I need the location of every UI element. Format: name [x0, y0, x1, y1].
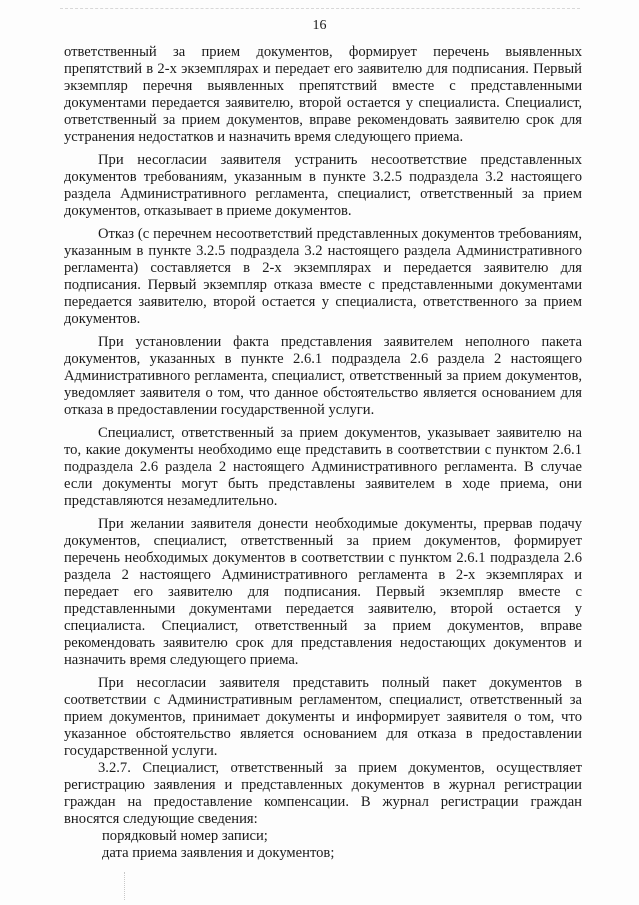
- paragraph: При желании заявителя донести необходимые документы, прервав подачу документов, специалист, ответственный за прием документов, формирует перечень необходимых документов в соответствии с пунктом 2.6.1 подраздела 2.6 раздела 2 настоящего Административного регламента в 2-х экземплярах и передает его заявителю для подписания. Первый экземпляр вместе с представленными документами передается заявителю, второй остается у специалиста. Специалист, ответственный за прием документов, вправе рекомендовать заявителю срок для представления недостающих документов и назначить время следующего приема.: [64, 516, 582, 668]
- paragraph: При несогласии заявителя представить полный пакет документов в соответствии с Административным регламентом, специалист, ответственный за прием документов, принимает документы и информирует заявителя о том, что указанное обстоятельство является основанием для отказа в предоставлении государственной услуги.: [64, 675, 582, 759]
- list-item: порядковый номер записи;: [102, 828, 268, 844]
- paragraph-continued: ответственный за прием документов, формирует перечень выявленных препятствий в 2-х экземплярах и передает его заявителю для подписания. Первый экземпляр перечня выявленных препятствий вместе с представленными документами передается заявителю, второй остается у специалиста. Специалист, ответственный за прием документов, вправе рекомендовать заявителю срок для устранения недостатков и назначить время следующего приема.: [64, 44, 582, 145]
- paragraph: Отказ (с перечнем несоответствий представленных документов требованиям, указанным в пункте 3.2.5 подраздела 3.2 настоящего раздела Административного регламента) составляется в 2-х экземплярах и передается заявителю для подписания. Первый экземпляр отказа вместе с представленными документами передается заявителю, второй остается у специалиста, ответственного за прием документов.: [64, 226, 582, 327]
- scan-artifact: [124, 872, 126, 900]
- paragraph: Специалист, ответственный за прием документов, указывает заявителю на то, какие документы необходимо еще представить в соответствии с пунктом 2.6.1 подраздела 2.6 раздела 2 настоящего Административного регламента. В случае если документы могут быть представлены заявителем в ходе приема, они представляются незамедлительно.: [64, 425, 582, 509]
- paragraph-section-3-2-7: 3.2.7. Специалист, ответственный за прием документов, осуществляет регистрацию заявления и представленных документов в журнал регистрации граждан на предоставление компенсации. В журнал регистрации граждан вносятся следующие сведения:: [64, 760, 582, 827]
- paragraph: При установлении факта представления заявителем неполного пакета документов, указанных в пункте 2.6.1 подраздела 2.6 раздела 2 настоящего Административного регламента, специалист, ответственный за прием документов, уведомляет заявителя о том, что данное обстоятельство является основанием для отказа в предоставлении государственной услуги.: [64, 334, 582, 418]
- page-number: 16: [312, 18, 327, 33]
- paragraph: При несогласии заявителя устранить несоответствие представленных документов требованиям, указанным в пункте 3.2.5 подраздела 3.2 настоящего раздела Административного регламента, специалист, ответственный за прием документов, отказывает в приеме документов.: [64, 152, 582, 219]
- document-body: [64, 44, 582, 862]
- scan-top-edge: [60, 8, 580, 9]
- list-item: дата приема заявления и документов;: [102, 845, 335, 861]
